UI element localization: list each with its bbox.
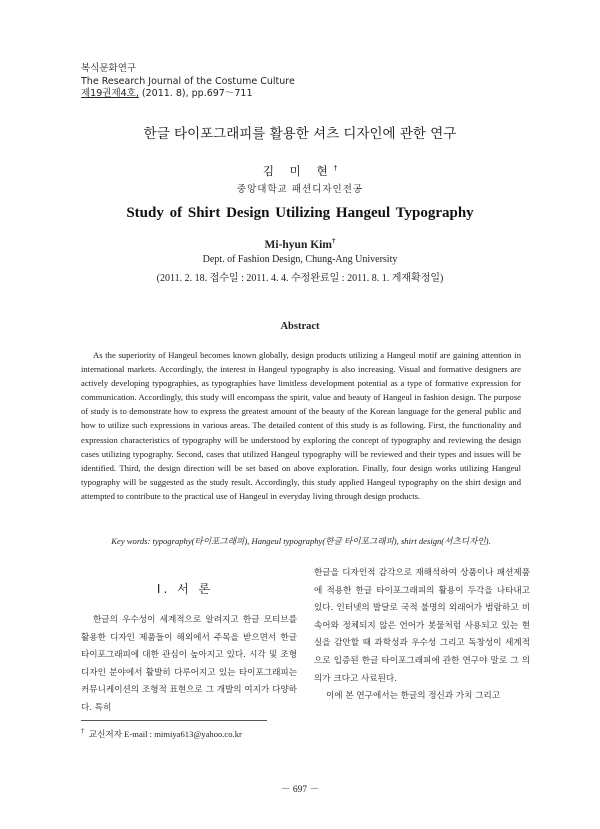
author-korean-name: 김 미 현 (262, 164, 334, 178)
journal-name-english: The Research Journal of the Costume Culture (81, 75, 295, 87)
footnote-divider (81, 720, 267, 721)
footnote-mark: † (81, 727, 85, 735)
body-column-left: 한글의 우수성이 세계적으로 알려지고 한글 모티브를 활용한 디자인 제품들이 해외에서 주목을 받으면서 한글 타이포그래피에 대한 관심이 높아지고 있다. 시각 및 조형 디자인 분야에서 활발히 다루어지고 있는 타이포그래피는 커뮤니케이션의 조형적 표현으로 그 개발의 여지가 다양하다. 특히 (81, 615, 297, 713)
journal-volume (81, 88, 441, 101)
section-title-introduction: Ⅰ. 서 론 (156, 582, 214, 596)
body-column-right (314, 565, 530, 706)
abstract-text: As the superiority of Hangeul becomes known globally, design products utilizing a Hangeul motif are gaining attention in international markets. Accordingly, the interest in Hangeul typography is also increasing. Visual and formative designers are actively developing typographies, as typographies have limitless development potential as a type of formative expression for communication. Accordingly, this study will encompass the spirit, value and beauty of Hangeul in fashion design. The purpose of study is to demonstrate how to express the greatest amount of the beauty of the Korean language for the general public and how to utilize such expressions in various areas. The detailed content of this study is as following. First, the functionality and expression characteristics of typography will be understood by exploring the concept of typography and reviewing the design cases utilizing typography. Second, cases that utilized Hangeul typography will be reviewed and their types and issues will be identified. Third, the design direction will be set based on above exploration. Finally, four design works utilizing Hangeul typography will be suggested as the study result. Accordingly, this study applied Hangeul typography on the shirt design and attempted to contribute to the practical use of Hangeul in everyday living through design products. (81, 350, 521, 501)
affiliation-korean: 중앙대학교 패션디자인전공 (236, 184, 364, 195)
body-right-paragraph-1: 한글을 디자인적 감각으로 재해석하여 상품이나 패션제품에 적용한 한글 타이포그래피의 활용이 두각을 나타내고 있다. 인터넷의 발달로 국적 불명의 외래어가 범람하고 비속어와 정체되지 않은 언어가 봇물처럼 사용되고 있는 현실을 감안할 때 과학성과 우수성 그리고 독창성이 세계적으로 입증된 한글 타이포그래피에 관한 연구야 말로 그 의의가 크다고 사료된다. (314, 568, 530, 684)
title-korean: 한글 타이포그래피를 활용한 셔츠 디자인에 관한 연구 (143, 126, 457, 142)
journal-header (81, 63, 441, 101)
corresponding-author-mark-english: † (331, 237, 336, 245)
abstract-heading: Abstract (280, 321, 320, 332)
author-korean (0, 163, 600, 179)
author-english-name: Mi-hyun Kim (264, 238, 332, 251)
corresponding-author-mark: † (333, 164, 338, 173)
submission-dates: (2011. 2. 18. 접수일 : 2011. 4. 4. 수정완료일 : 2011. 8. 1. 게재확정일) (156, 273, 444, 284)
body-right-paragraph-2: 이에 본 연구에서는 한글의 정신과 가치 그리고 (326, 691, 501, 702)
journal-pages: pp.697～711 (191, 88, 253, 100)
affiliation-english: Dept. of Fashion Design, Chung-Ang University (202, 254, 398, 265)
footnote-email: 교신저자 E-mail : mimiya613@yahoo.co.kr (88, 728, 242, 739)
journal-volume-date: (2011. 8), (141, 88, 189, 100)
journal-volume-number: 제19권제4호, (81, 88, 139, 100)
author-english (0, 237, 600, 251)
page-number: － 697 － (280, 785, 319, 795)
keywords: Key words: typography(타이포그래피), Hangeul typography(한글 타이포그래피), shirt design(셔츠디자인). (111, 536, 491, 546)
journal-name-korean: 복식문화연구 (81, 63, 137, 74)
footnote (81, 727, 301, 740)
title-english: Study of Shirt Design Utilizing Hangeul Typography (126, 205, 474, 221)
